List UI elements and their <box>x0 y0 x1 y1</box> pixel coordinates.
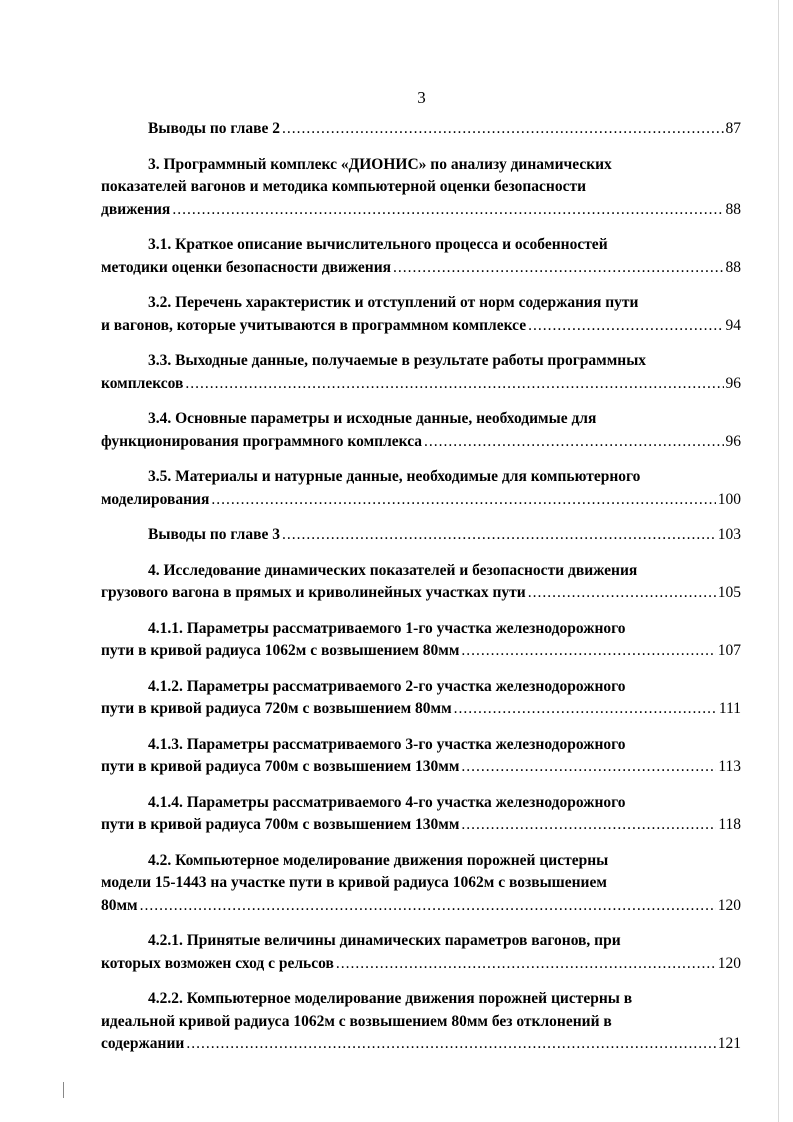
toc-entry-last-line <box>101 582 741 605</box>
toc-entry-last-line <box>101 756 741 779</box>
toc-page-number: 113 <box>718 758 741 775</box>
toc-page-number: 96 <box>725 374 741 392</box>
toc-entry-last-line <box>101 640 741 663</box>
toc-page-number: 107 <box>717 642 741 659</box>
toc-leader-dots <box>140 895 716 918</box>
toc-page-number: 111 <box>718 700 741 717</box>
toc-entry-title: комплексов <box>101 374 184 392</box>
toc-leader-dots <box>461 756 716 779</box>
toc-leader-dots <box>528 315 723 338</box>
toc-entry[interactable] <box>101 118 741 141</box>
toc-entry-line: 3.4. Основные параметры и исходные данные, необходимые для <box>148 410 597 427</box>
toc-page-number: 94 <box>725 316 741 334</box>
toc-page-number: 121 <box>717 1035 741 1052</box>
toc-entry-line: 4.1.3. Параметры рассматриваемого 3-го участка железнодорожного <box>148 735 626 753</box>
toc-entry-last-line <box>101 953 741 976</box>
toc-entry[interactable] <box>101 154 741 222</box>
toc-entry-title: моделирования <box>101 490 210 508</box>
toc-entry[interactable] <box>101 560 741 605</box>
scan-mark <box>63 1082 64 1098</box>
toc-entry-last-line <box>101 1033 741 1056</box>
toc-page-number: 88 <box>725 258 741 276</box>
toc-entry-title: содержании <box>101 1035 185 1052</box>
toc-entry-last-line <box>101 373 741 396</box>
toc-entry-last-line <box>101 895 741 918</box>
toc-entry-last-line <box>101 199 741 222</box>
toc-entry[interactable] <box>101 524 741 547</box>
toc-leader-dots <box>528 582 716 605</box>
toc-entry[interactable] <box>101 292 741 337</box>
toc-entry-title: пути в кривой радиуса 700м с возвышением 130мм <box>101 758 460 775</box>
toc-entry[interactable] <box>101 408 741 453</box>
toc-entry-title: и вагонов, которые учитываются в программном комплексе <box>101 316 527 334</box>
toc-entry-line: 4.2.2. Компьютерное моделирование движения порожней цистерны в <box>148 990 633 1007</box>
toc-entry[interactable] <box>101 930 741 975</box>
toc-entry-title: 80мм <box>101 896 138 914</box>
toc-entry-title: методики оценки безопасности движения <box>101 258 392 276</box>
toc-leader-dots <box>393 257 723 280</box>
toc-leader-dots <box>211 489 715 512</box>
toc-entry[interactable] <box>101 234 741 279</box>
toc-page-number: 118 <box>718 816 741 833</box>
toc-entry-line: показателей вагонов и методика компьютерной оценки безопасности <box>101 178 587 195</box>
toc-entry[interactable] <box>101 792 741 837</box>
toc-page-number: 103 <box>717 526 741 543</box>
toc-entry[interactable] <box>101 850 741 918</box>
toc-leader-dots <box>282 524 716 547</box>
toc-entry-title: Выводы по главе 3 <box>148 526 280 543</box>
toc-page-number: 105 <box>717 584 741 601</box>
toc-entry-last-line <box>101 814 741 837</box>
toc-entry[interactable] <box>101 466 741 511</box>
table-of-contents <box>101 118 741 1069</box>
toc-entry-line: 3.5. Материалы и натурные данные, необходимые для компьютерного <box>148 468 641 485</box>
toc-entry-title: пути в кривой радиуса 1062м с возвышением 80мм <box>101 642 460 659</box>
toc-entry-line: 3. Программный комплекс «ДИОНИС» по анализу динамических <box>148 155 612 173</box>
toc-page-number: 87 <box>725 120 741 137</box>
toc-entry-line: 3.3. Выходные данные, получаемые в результате работы программных <box>148 352 647 369</box>
toc-leader-dots <box>172 199 723 222</box>
toc-entry[interactable] <box>101 618 741 663</box>
toc-entry-title: функционирования программного комплекса <box>101 432 423 450</box>
toc-leader-dots <box>186 1033 715 1056</box>
toc-entry-line: 4.1.2. Параметры рассматриваемого 2-го участка железнодорожного <box>148 677 626 695</box>
toc-entry-line: 4.2. Компьютерное моделирование движения порожней цистерны <box>148 851 609 869</box>
toc-entry-last-line <box>101 118 741 141</box>
toc-entry-line: 3.2. Перечень характеристик и отступлений от норм содержания пути <box>148 294 639 311</box>
toc-leader-dots <box>424 431 723 454</box>
toc-entry-line: 4.1.4. Параметры рассматриваемого 4-го участка железнодорожного <box>148 793 626 811</box>
toc-entry-last-line <box>101 431 741 454</box>
toc-entry-line: 4.1.1. Параметры рассматриваемого 1-го участка железнодорожного <box>148 619 626 637</box>
toc-entry-last-line <box>101 524 741 547</box>
toc-entry-line: идеальной кривой радиуса 1062м с возвышением 80мм без отклонений в <box>101 1012 612 1030</box>
toc-leader-dots <box>454 698 717 721</box>
toc-entry[interactable] <box>101 734 741 779</box>
toc-entry-title: пути в кривой радиуса 720м с возвышением 80мм <box>101 700 452 717</box>
toc-page-number: 88 <box>725 200 741 218</box>
toc-entry-title: которых возможен сход с рельсов <box>101 954 334 972</box>
toc-leader-dots <box>336 953 716 976</box>
toc-entry[interactable] <box>101 988 741 1056</box>
toc-entry-line: 4.2.1. Принятые величины динамических параметров вагонов, при <box>148 932 621 949</box>
toc-entry-last-line <box>101 489 741 512</box>
toc-leader-dots <box>282 118 724 141</box>
toc-entry-last-line <box>101 257 741 280</box>
toc-entry-last-line <box>101 698 741 721</box>
toc-leader-dots <box>185 373 723 396</box>
toc-entry-title: грузового вагона в прямых и криволинейных участках пути <box>101 584 526 601</box>
toc-page-number: 96 <box>725 432 741 450</box>
toc-entry-title: Выводы по главе 2 <box>148 120 280 137</box>
toc-page-number: 100 <box>717 490 741 508</box>
toc-entry[interactable] <box>101 350 741 395</box>
toc-entry-line: модели 15-1443 на участке пути в кривой радиуса 1062м с возвышением <box>101 874 607 891</box>
toc-page-number: 120 <box>717 896 741 914</box>
toc-entry-title: пути в кривой радиуса 700м с возвышением 130мм <box>101 816 460 833</box>
toc-page-number: 120 <box>717 954 741 972</box>
page-number: 3 <box>417 88 426 107</box>
toc-entry-last-line <box>101 315 741 338</box>
toc-leader-dots <box>461 640 715 663</box>
page-edge <box>778 0 779 1122</box>
toc-entry-line: 3.1. Краткое описание вычислительного процесса и особенностей <box>148 236 608 253</box>
toc-entry-line: 4. Исследование динамических показателей и безопасности движения <box>148 561 638 579</box>
toc-leader-dots <box>461 814 716 837</box>
toc-entry-title: движения <box>101 200 171 218</box>
toc-entry[interactable] <box>101 676 741 721</box>
